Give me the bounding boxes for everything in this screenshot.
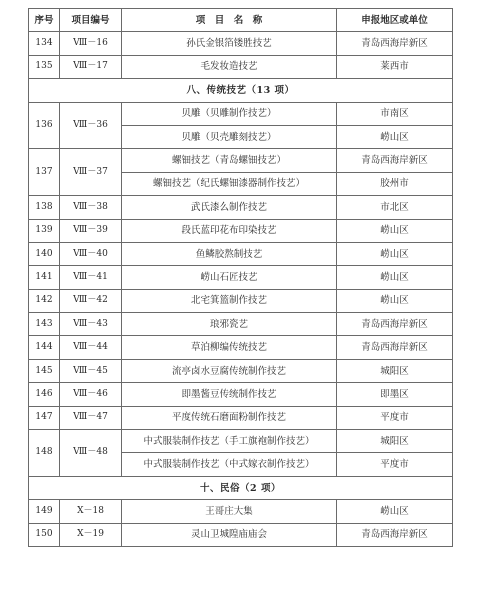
row-region: 青岛西海岸新区 [337, 336, 453, 359]
row-no: 135 [29, 55, 60, 78]
row-code: Ⅷ－46 [60, 383, 122, 406]
table-row [29, 219, 453, 242]
row-region: 崂山区 [337, 500, 453, 523]
row-region: 市北区 [337, 196, 453, 219]
row-no: 142 [29, 289, 60, 312]
row-no: 150 [29, 523, 60, 546]
row-region: 胶州市 [337, 172, 453, 195]
row-code: Ⅷ－37 [60, 149, 122, 196]
table-row [29, 406, 453, 429]
table-row [29, 313, 453, 336]
row-code: Ⅷ－42 [60, 289, 122, 312]
table-row [29, 383, 453, 406]
row-name: 贝雕（贝壳雕刻技艺） [122, 125, 337, 148]
row-no: 146 [29, 383, 60, 406]
row-no: 139 [29, 219, 60, 242]
table-row [29, 149, 453, 172]
row-name: 鱼鳞胶熬制技艺 [122, 242, 337, 265]
row-no: 138 [29, 196, 60, 219]
row-name: 草泊柳编传统技艺 [122, 336, 337, 359]
row-no: 141 [29, 266, 60, 289]
row-region: 莱西市 [337, 55, 453, 78]
row-name: 平度传统石磨面粉制作技艺 [122, 406, 337, 429]
table-row [29, 266, 453, 289]
row-name: 螺钿技艺（青岛螺钿技艺） [122, 149, 337, 172]
row-name: 段氏蓝印花布印染技艺 [122, 219, 337, 242]
row-region: 青岛西海岸新区 [337, 149, 453, 172]
row-code: Ⅷ－39 [60, 219, 122, 242]
row-no: 145 [29, 359, 60, 382]
row-region: 市南区 [337, 102, 453, 125]
row-no: 140 [29, 242, 60, 265]
row-name: 孙氏金银箔镂胜技艺 [122, 32, 337, 55]
row-name: 武氏漆么制作技艺 [122, 196, 337, 219]
row-code: Ⅷ－44 [60, 336, 122, 359]
table-row [29, 55, 453, 78]
header-no: 序号 [29, 9, 60, 32]
row-name: 中式服装制作技艺（手工旗袍制作技艺） [122, 430, 337, 453]
row-region: 青岛西海岸新区 [337, 523, 453, 546]
row-name: 贝雕（贝雕制作技艺） [122, 102, 337, 125]
section-heading-traditional-crafts: 八、传统技艺（13 项） [29, 79, 453, 102]
row-no: 148 [29, 430, 60, 477]
row-code: Ⅷ－36 [60, 102, 122, 149]
row-region: 崂山区 [337, 125, 453, 148]
row-region: 崂山区 [337, 242, 453, 265]
header-code: 项目编号 [60, 9, 122, 32]
table-row [29, 500, 453, 523]
row-name: 灵山卫城隍庙庙会 [122, 523, 337, 546]
row-name: 螺钿技艺（纪氏螺钿漆器制作技艺） [122, 172, 337, 195]
row-region: 青岛西海岸新区 [337, 32, 453, 55]
row-code: Ⅷ－43 [60, 313, 122, 336]
table-row [29, 359, 453, 382]
table-row [29, 32, 453, 55]
table-row [29, 430, 453, 453]
row-region: 崂山区 [337, 266, 453, 289]
header-region: 申报地区或单位 [337, 9, 453, 32]
row-region: 平度市 [337, 406, 453, 429]
row-region: 城阳区 [337, 359, 453, 382]
table-header-row [29, 9, 453, 32]
row-no: 147 [29, 406, 60, 429]
table-row [29, 289, 453, 312]
row-no: 134 [29, 32, 60, 55]
heritage-list-table [28, 8, 453, 547]
row-code: Ⅷ－38 [60, 196, 122, 219]
row-region: 崂山区 [337, 219, 453, 242]
row-region: 城阳区 [337, 430, 453, 453]
row-name: 中式服装制作技艺（中式嫁衣制作技艺） [122, 453, 337, 476]
row-name: 琅邪瓷艺 [122, 313, 337, 336]
row-name: 北宅箕篮制作技艺 [122, 289, 337, 312]
table-row [29, 242, 453, 265]
row-code: Ⅷ－45 [60, 359, 122, 382]
table-row [29, 336, 453, 359]
document-page [28, 8, 452, 547]
row-code: Ⅷ－48 [60, 430, 122, 477]
row-code: Ⅷ－16 [60, 32, 122, 55]
row-no: 143 [29, 313, 60, 336]
row-name: 毛发妆造技艺 [122, 55, 337, 78]
row-name: 即墨酱豆传统制作技艺 [122, 383, 337, 406]
row-code: Ⅹ－18 [60, 500, 122, 523]
row-code: Ⅷ－41 [60, 266, 122, 289]
row-no: 137 [29, 149, 60, 196]
row-code: Ⅷ－47 [60, 406, 122, 429]
section-heading-folk-customs: 十、民俗（2 项） [29, 476, 453, 499]
row-region: 崂山区 [337, 289, 453, 312]
row-code: Ⅹ－19 [60, 523, 122, 546]
row-no: 144 [29, 336, 60, 359]
table-row [29, 523, 453, 546]
row-code: Ⅷ－17 [60, 55, 122, 78]
row-region: 平度市 [337, 453, 453, 476]
row-no: 149 [29, 500, 60, 523]
section-row [29, 476, 453, 499]
header-name: 项 目 名 称 [122, 9, 337, 32]
row-code: Ⅷ－40 [60, 242, 122, 265]
row-name: 流亭卤水豆腐传统制作技艺 [122, 359, 337, 382]
row-name: 王哥庄大集 [122, 500, 337, 523]
table-row [29, 196, 453, 219]
row-region: 即墨区 [337, 383, 453, 406]
row-no: 136 [29, 102, 60, 149]
table-row [29, 102, 453, 125]
section-row [29, 79, 453, 102]
row-region: 青岛西海岸新区 [337, 313, 453, 336]
row-name: 崂山石匠技艺 [122, 266, 337, 289]
